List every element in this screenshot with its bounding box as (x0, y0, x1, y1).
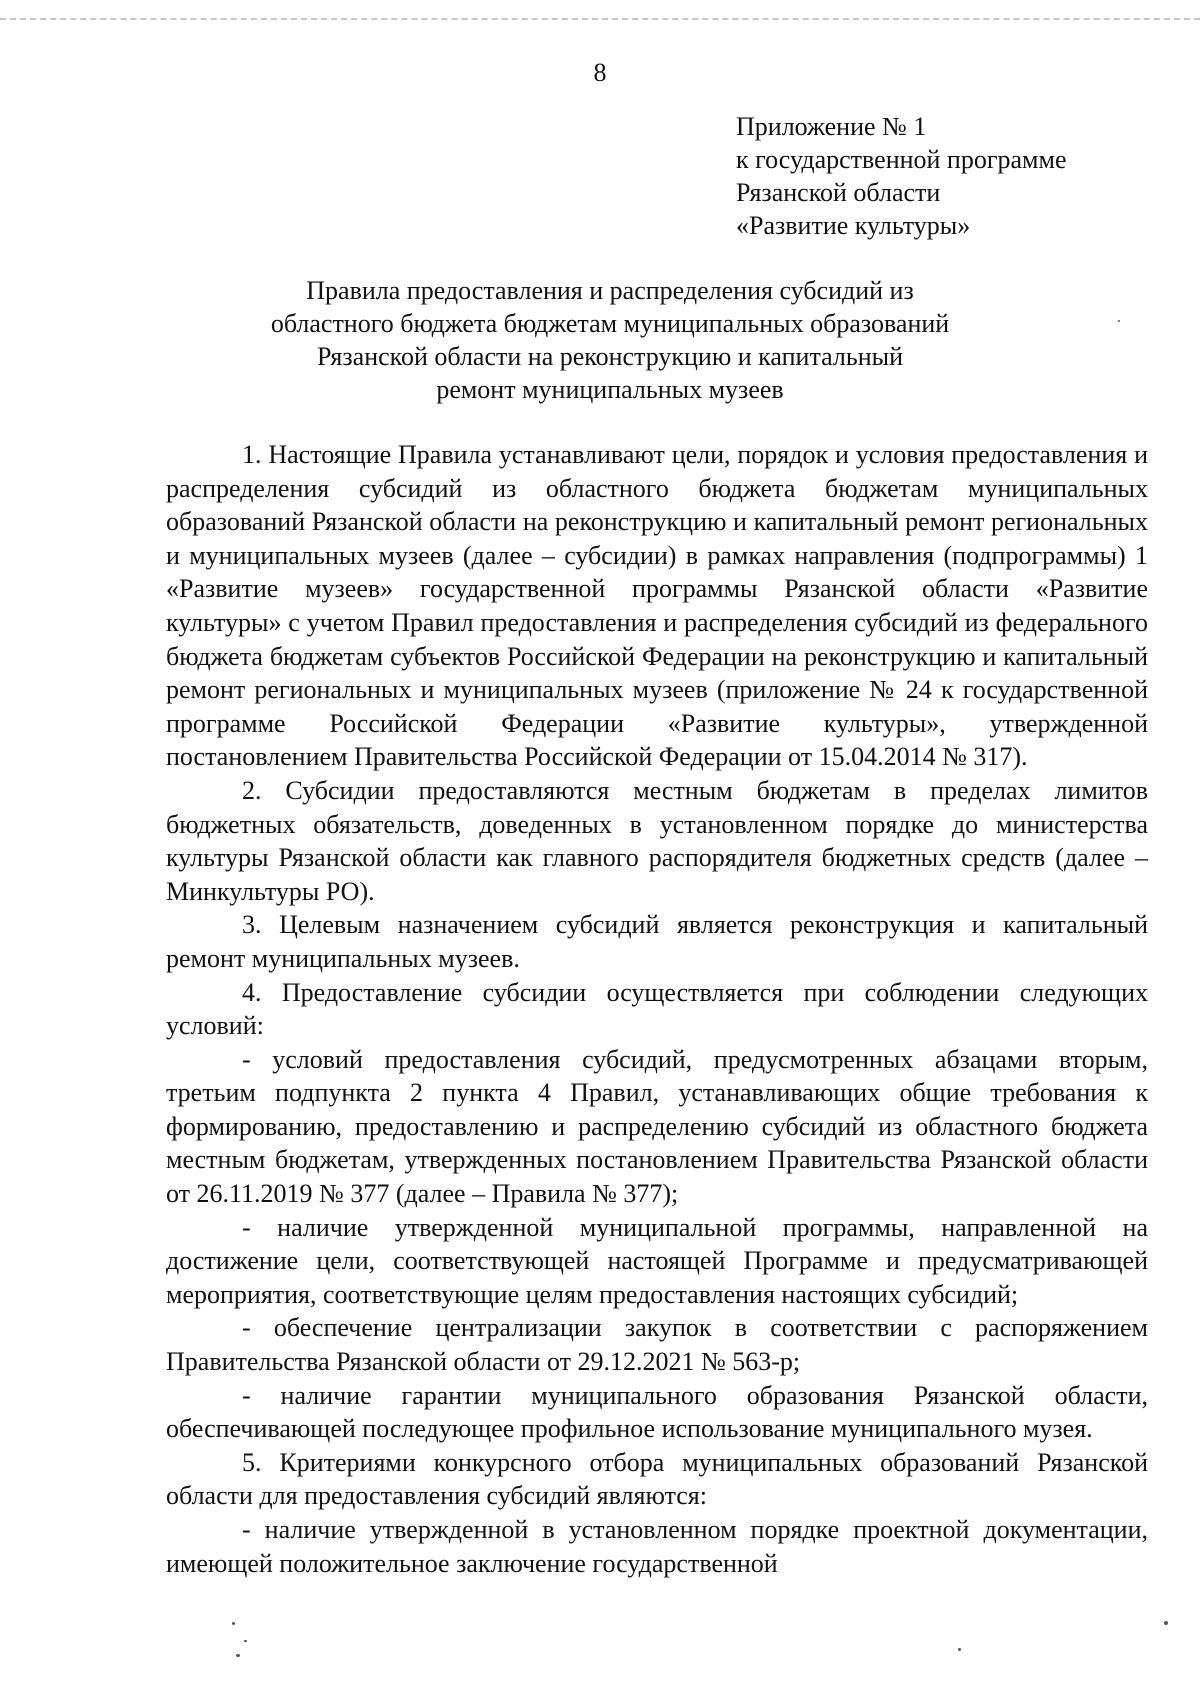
appendix-header (736, 110, 1067, 242)
paragraph-2: 2. Субсидии предоставляются местным бюджетам в пределах лимитов бюджетных обязательств, доведенных в установленном порядке до министерства культуры Рязанской области как главного распорядителя бюджетных средств (далее – Минкультуры РО). (166, 775, 1148, 906)
appendix-line: Рязанской области (736, 178, 941, 207)
title-line: Рязанской области на реконструкцию и капитальный (316, 342, 904, 371)
title-line: областного бюджета бюджетам муниципальных образований (270, 309, 950, 338)
appendix-line: «Развитие культуры» (736, 211, 971, 240)
condition-item: - обеспечение централизации закупок в соответствии с распоряжением Правительства Рязанской области от 29.12.2021 № 563-р; (166, 1313, 1148, 1377)
condition-item: - наличие гарантии муниципального образования Рязанской области, обеспечивающей последующее профильное использование муниципального музея. (166, 1380, 1148, 1444)
title-line: Правила предоставления и распределения субсидий из (306, 276, 914, 305)
document-body (166, 438, 1148, 1580)
criteria-item: - наличие утвержденной в установленном порядке проектной документации, имеющей положительное заключение государственной (166, 1515, 1148, 1578)
paragraph-4: 4. Предоставление субсидии осуществляется при соблюдении следующих условий: (166, 977, 1148, 1041)
appendix-line: к государственной программе (736, 145, 1067, 174)
scan-speck (1118, 320, 1120, 322)
paragraph-5: 5. Критериями конкурсного отбора муниципальных образований Рязанской области для предоставления субсидий являются: (166, 1447, 1148, 1511)
title-line: ремонт муниципальных музеев (436, 375, 784, 404)
scan-speck (232, 1622, 235, 1625)
scan-speck (1164, 1621, 1168, 1625)
page-number: 8 (593, 58, 607, 87)
appendix-line: Приложение № 1 (736, 112, 927, 141)
scan-speck (958, 1648, 961, 1651)
condition-item: - наличие утвержденной муниципальной программы, направленной на достижение цели, соответствующей настоящей Программе и предусматривающей мероприятия, соответствующие целям предоставления настоящих субсидий; (166, 1212, 1148, 1309)
document-title (180, 274, 1040, 406)
scan-speck (236, 1654, 240, 1657)
condition-item: - условий предоставления субсидий, предусмотренных абзацами вторым, третьим подпункта 2 пункта 4 Правил, устанавливающих общие требования к формированию, предоставлению и распределению субсидий из областного бюджета местным бюджетам, утвержденных постановлением Правительства Рязанской области от 26.11.2019 № 377 (далее – Правила № 377); (166, 1044, 1148, 1209)
scan-speck (244, 1640, 247, 1642)
scan-edge-line (0, 18, 1200, 20)
paragraph-1: 1. Настоящие Правила устанавливают цели, порядок и условия предоставления и распределения субсидий из областного бюджета бюджетам муниципальных образований Рязанской области на реконструкцию и капитальный ремонт региональных и муниципальных музеев (далее – субсидии) в рамках направления (подпрограммы) 1 «Развитие музеев» государственной программы Рязанской области «Развитие культуры» с учетом Правил предоставления и распределения субсидий из федерального бюджета бюджетам субъектов Российской Федерации на реконструкцию и капитальный ремонт региональных и муниципальных музеев (приложение № 24 к государственной программе Российской Федерации «Развитие культуры», утвержденной постановлением Правительства Российской Федерации от 15.04.2014 № 317). (166, 440, 1148, 772)
paragraph-3: 3. Целевым назначением субсидий является реконструкция и капитальный ремонт муниципальных музеев. (166, 910, 1148, 973)
